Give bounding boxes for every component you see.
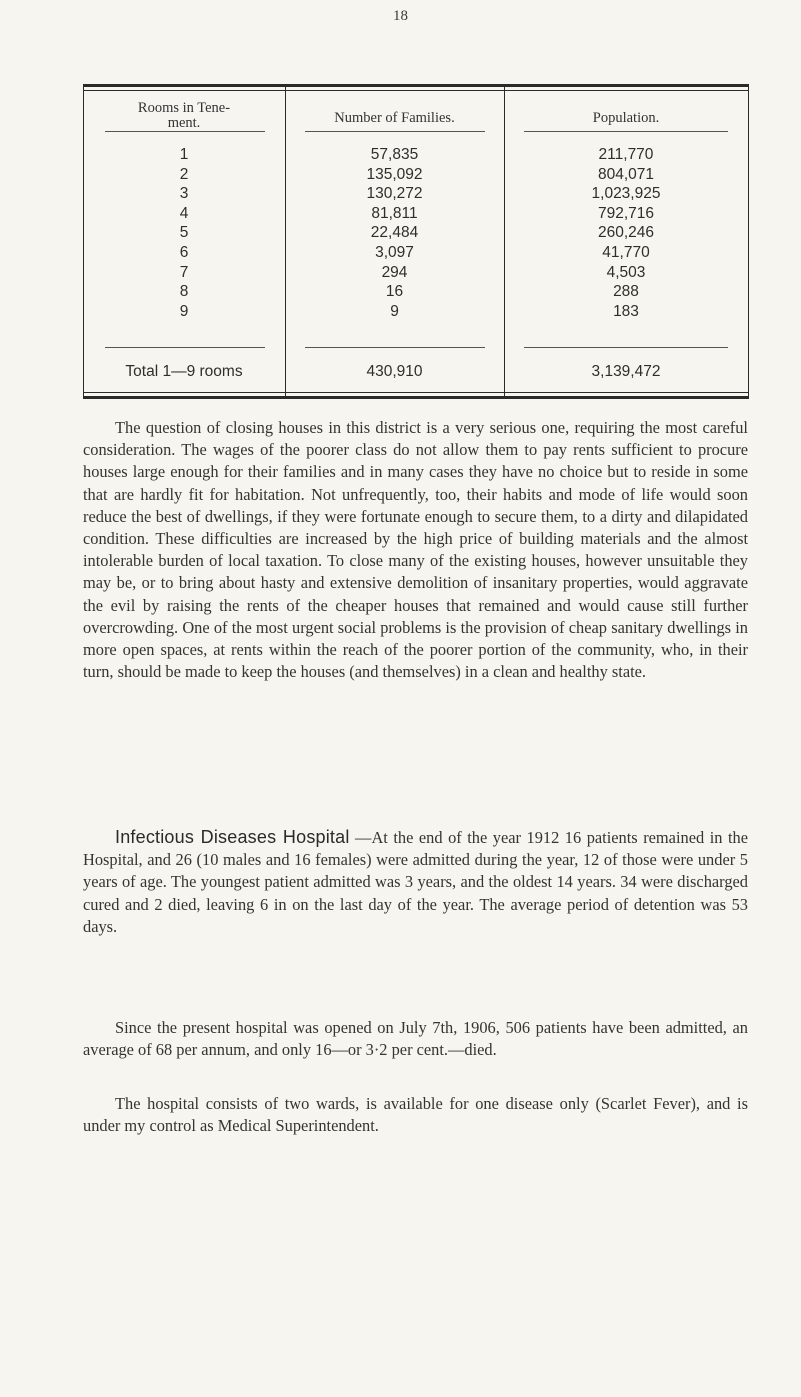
table-cell-population: 288 bbox=[613, 283, 639, 301]
table-right-border bbox=[748, 87, 749, 396]
section-title: Infectious Diseases Hospital bbox=[115, 827, 350, 847]
table-cell-families: 3,097 bbox=[375, 243, 414, 261]
header-rule bbox=[524, 131, 728, 132]
table-cell-population: 41,770 bbox=[602, 243, 650, 261]
families-column bbox=[285, 145, 504, 321]
table-cell-rooms: 8 bbox=[179, 283, 189, 301]
header-rooms: Rooms in Tene- ment. bbox=[137, 100, 231, 131]
total-rule bbox=[524, 347, 728, 348]
table-cell-families: 130,272 bbox=[366, 185, 423, 203]
table-cell-families: 294 bbox=[381, 263, 408, 281]
paragraph-text: The hospital consists of two wards, is available for one disease only (Scarlet Fever), and is under my control as Medical Superintendent. bbox=[83, 1094, 748, 1136]
table-cell-families: 9 bbox=[390, 302, 399, 320]
table-cell-rooms: 5 bbox=[179, 224, 189, 242]
table-cell-families: 81,811 bbox=[371, 204, 418, 222]
table-cell-rooms: 6 bbox=[179, 243, 189, 261]
population-column bbox=[504, 145, 748, 321]
table-cell-rooms: 4 bbox=[179, 204, 189, 222]
table-cell-population: 792,716 bbox=[597, 204, 655, 222]
table-cell-rooms: 3 bbox=[179, 185, 189, 203]
table-cell-population: 211,770 bbox=[598, 146, 654, 163]
paragraph-closing-houses bbox=[83, 417, 748, 683]
table-bottom-rule bbox=[83, 392, 749, 393]
paragraph-text: Since the present hospital was opened on July 7th, 1906, 506 patients have been admitted, an average of 68 per annum, and only 16—or 3·2 per cent.—died. bbox=[83, 1018, 748, 1060]
paragraph-text: The question of closing houses in this district is a very serious one, requiring the most careful consideration. The wages of the poorer class do not allow them to pay rents sufficient to procure houses large enough for their families and in many cases they have no choice but to reside in some that are hardly fit for habitation. Not unfrequently, too, their habits and mode of life would soon reduce the best of dwellings, if they were fortunate enough to secure them, to a dirty and dilapidated condition. These difficulties are increased by the high price of building materials and the almost intolerable burden of local taxation. To close many of the existing houses, however unsuitable they may be, or to bring about hasty and extensive demolition of insanitary properties, would aggravate the evil by raising the rents of the cheaper houses that remained and would cause still further overcrowding. One of the most urgent social problems is the provision of cheap sanitary dwellings in more open spaces, at rents within the reach of the poorer portion of the community, who, in their turn, should be made to keep the houses (and themselves) in a clean and healthy state. bbox=[83, 418, 748, 682]
total-population: 3,139,472 bbox=[591, 363, 661, 380]
rooms-column bbox=[83, 145, 285, 321]
paragraph-hospital-wards bbox=[83, 1093, 748, 1137]
header-families: Number of Families. bbox=[334, 110, 455, 126]
table-cell-population: 183 bbox=[613, 302, 639, 320]
page-number: 18 bbox=[393, 8, 408, 24]
table-top-rule bbox=[83, 90, 749, 91]
header-rule bbox=[305, 131, 485, 132]
total-rooms: Total 1—9 rooms bbox=[125, 363, 243, 380]
header-rule bbox=[105, 131, 265, 132]
table-cell-population: 1,023,925 bbox=[591, 185, 661, 203]
table-cell-population: 4,503 bbox=[606, 263, 646, 281]
tenement-table bbox=[83, 84, 749, 399]
total-families: 430,910 bbox=[366, 363, 423, 380]
paragraph-hospital-history bbox=[83, 1017, 748, 1061]
table-cell-rooms: 1 bbox=[179, 146, 189, 163]
paragraph-infectious-hospital bbox=[83, 826, 748, 938]
table-cell-families: 22,484 bbox=[370, 224, 419, 242]
header-population: Population. bbox=[592, 110, 660, 126]
table-cell-rooms: 2 bbox=[179, 165, 189, 183]
total-rule bbox=[305, 347, 485, 348]
table-cell-rooms: 9 bbox=[179, 302, 189, 320]
table-cell-families: 57,835 bbox=[370, 146, 419, 163]
total-rule bbox=[105, 347, 265, 348]
paragraph-text: —At the end of the year 1912 16 patients remained in the Hospital, and 26 (10 males and 16 females) were admitted during the year, 12 of those were under 5 years of age. The youngest patient admitted was 3 years, and the oldest 14 years. 34 were discharged cured and 2 died, leaving 6 in on the last day of the year. The average period of detention was 53 days. bbox=[83, 828, 748, 936]
table-cell-rooms: 7 bbox=[179, 263, 189, 281]
table-cell-population: 260,246 bbox=[597, 224, 655, 242]
table-cell-families: 135,092 bbox=[366, 165, 423, 183]
table-cell-families: 16 bbox=[385, 283, 404, 301]
table-cell-population: 804,071 bbox=[597, 165, 655, 183]
